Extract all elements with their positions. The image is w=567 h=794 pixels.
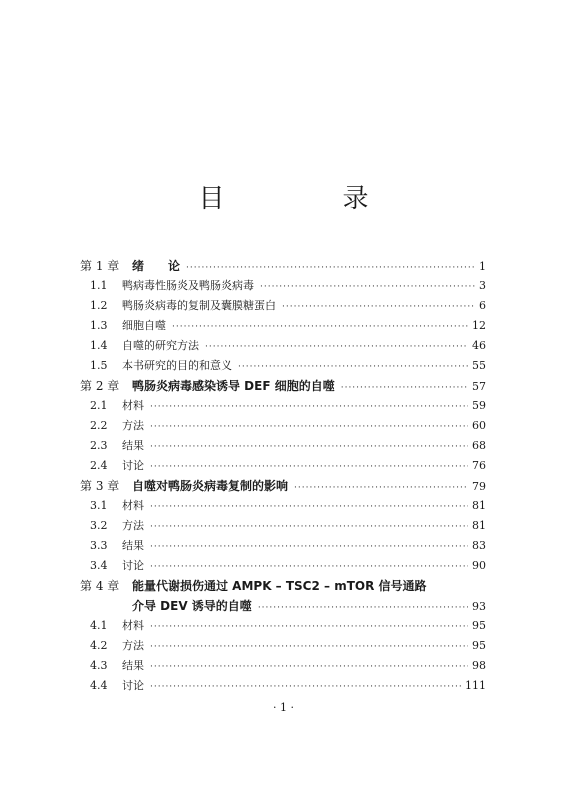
toc-section-2-4[interactable]	[80, 456, 486, 476]
section-number: 3.4	[90, 559, 108, 572]
section-title: 结果	[122, 539, 144, 552]
toc-section-4-2[interactable]	[80, 636, 486, 656]
dot-leader	[150, 497, 468, 516]
toc-chapter-4-continued[interactable]	[80, 596, 486, 616]
dot-leader	[186, 258, 475, 276]
section-title: 材料	[122, 619, 144, 632]
section-title: 方法	[122, 419, 144, 432]
section-number: 2.3	[90, 439, 108, 452]
toc-section-3-4[interactable]	[80, 556, 486, 576]
page-ref: 93	[472, 600, 486, 613]
dot-leader	[238, 357, 468, 376]
toc-section-3-3[interactable]	[80, 536, 486, 556]
dot-leader	[294, 478, 468, 496]
page-ref: 111	[465, 679, 486, 692]
section-number: 4.2	[90, 639, 108, 652]
table-of-contents	[80, 256, 486, 696]
dot-leader	[150, 637, 468, 656]
page-title: 目 录	[198, 184, 415, 214]
page-ref: 57	[472, 380, 486, 393]
section-number: 3.3	[90, 539, 108, 552]
section-number: 2.2	[90, 419, 108, 432]
page-ref: 59	[472, 399, 486, 412]
dot-leader	[150, 617, 468, 636]
page-ref: 55	[472, 359, 486, 372]
dot-leader	[341, 378, 468, 396]
dot-leader	[150, 657, 468, 676]
section-number: 1.4	[90, 339, 108, 352]
toc-section-4-4[interactable]	[80, 676, 486, 696]
dot-leader	[150, 517, 468, 536]
section-title: 结果	[122, 439, 144, 452]
dot-leader	[150, 557, 468, 576]
page-ref: 83	[472, 539, 486, 552]
section-title: 结果	[122, 659, 144, 672]
section-title: 材料	[122, 499, 144, 512]
toc-chapter-4[interactable]	[80, 576, 486, 596]
page-ref: 81	[472, 519, 486, 532]
chapter-number: 第 4 章	[80, 579, 120, 593]
chapter-number: 第 1 章	[80, 259, 120, 273]
dot-leader	[150, 457, 468, 476]
section-number: 2.4	[90, 459, 108, 472]
page-ref: 90	[472, 559, 486, 572]
toc-section-1-4[interactable]	[80, 336, 486, 356]
toc-section-3-1[interactable]	[80, 496, 486, 516]
section-number: 3.1	[90, 499, 108, 512]
dot-leader	[258, 598, 468, 616]
section-title: 鸭病毒性肠炎及鸭肠炎病毒	[122, 279, 254, 292]
chapter-title: 绪 论	[132, 259, 181, 273]
page-ref: 1	[479, 260, 486, 273]
page-ref: 95	[472, 639, 486, 652]
toc-section-4-1[interactable]	[80, 616, 486, 636]
section-number: 1.3	[90, 319, 108, 332]
section-number: 4.1	[90, 619, 108, 632]
page-ref: 46	[472, 339, 486, 352]
toc-section-1-2[interactable]	[80, 296, 486, 316]
dot-leader	[172, 317, 468, 336]
page-ref: 81	[472, 499, 486, 512]
toc-section-4-3[interactable]	[80, 656, 486, 676]
page-ref: 60	[472, 419, 486, 432]
section-title: 讨论	[122, 559, 144, 572]
section-title: 细胞自噬	[122, 319, 166, 332]
dot-leader	[150, 417, 468, 436]
chapter-number: 第 2 章	[80, 379, 120, 393]
section-number: 1.2	[90, 299, 108, 312]
dot-leader	[150, 437, 468, 456]
section-title: 自噬的研究方法	[122, 339, 199, 352]
chapter-title-continued: 介导 DEV 诱导的自噬	[132, 599, 252, 613]
page-ref: 12	[472, 319, 486, 332]
section-title: 方法	[122, 519, 144, 532]
page-ref: 68	[472, 439, 486, 452]
toc-chapter-1[interactable]	[80, 256, 486, 276]
dot-leader	[150, 397, 468, 416]
toc-section-3-2[interactable]	[80, 516, 486, 536]
chapter-title: 能量代谢损伤通过 AMPK – TSC2 – mTOR 信号通路	[132, 579, 427, 593]
dot-leader	[150, 537, 468, 556]
section-number: 2.1	[90, 399, 108, 412]
toc-section-1-1[interactable]	[80, 276, 486, 296]
section-title: 讨论	[122, 459, 144, 472]
toc-chapter-3[interactable]	[80, 476, 486, 496]
page-ref: 3	[479, 279, 486, 292]
chapter-title: 自噬对鸭肠炎病毒复制的影响	[132, 479, 289, 493]
page-number: · 1 ·	[273, 701, 294, 714]
toc-section-1-5[interactable]	[80, 356, 486, 376]
section-title: 讨论	[122, 679, 144, 692]
section-number: 1.5	[90, 359, 108, 372]
dot-leader	[282, 297, 475, 316]
section-title: 方法	[122, 639, 144, 652]
toc-section-1-3[interactable]	[80, 316, 486, 336]
section-number: 4.3	[90, 659, 108, 672]
page-ref: 6	[479, 299, 486, 312]
page-ref: 95	[472, 619, 486, 632]
page-ref: 79	[472, 480, 486, 493]
section-number: 3.2	[90, 519, 108, 532]
section-title: 本书研究的目的和意义	[122, 359, 232, 372]
toc-section-2-3[interactable]	[80, 436, 486, 456]
toc-chapter-2[interactable]	[80, 376, 486, 396]
page-ref: 76	[472, 459, 486, 472]
page-ref: 98	[472, 659, 486, 672]
section-number: 4.4	[90, 679, 108, 692]
chapter-number: 第 3 章	[80, 479, 120, 493]
toc-section-2-1[interactable]	[80, 396, 486, 416]
section-title: 材料	[122, 399, 144, 412]
section-title: 鸭肠炎病毒的复制及囊膜糖蛋白	[122, 299, 276, 312]
dot-leader	[205, 337, 468, 356]
toc-section-2-2[interactable]	[80, 416, 486, 436]
dot-leader	[260, 277, 475, 296]
chapter-title: 鸭肠炎病毒感染诱导 DEF 细胞的自噬	[132, 379, 335, 393]
dot-leader	[150, 677, 461, 696]
section-number: 1.1	[90, 279, 108, 292]
